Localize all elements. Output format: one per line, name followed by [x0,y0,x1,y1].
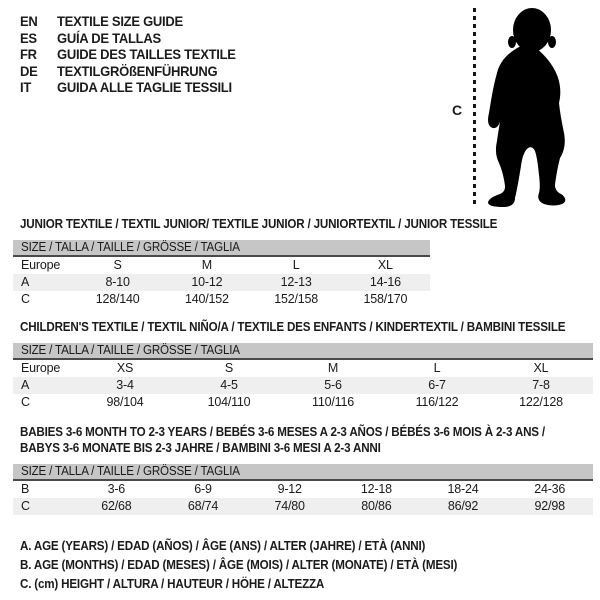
cell: 3-6 [107,482,126,496]
height-marker-label: C [452,102,463,118]
cell: 18-24 [447,482,479,496]
cell: 68/74 [187,499,219,513]
language-header [20,13,249,96]
section-title [20,424,593,456]
cell: XL [377,258,393,272]
cell: 14-16 [369,275,401,289]
cell: 110/116 [312,395,354,409]
cell: 140/152 [184,292,229,306]
row-label: Europe [21,258,61,272]
cell: 122/128 [519,395,563,409]
cell: 128/140 [95,292,140,306]
footnote-text: B. AGE (MONTHS) / EDAD (MESES) / ÂGE (MOIS) / ALTER (MONATE) / ETÀ (MESI) [20,558,458,572]
lang-code: EN [20,13,38,29]
cell: 8-10 [105,275,130,289]
cell: 6-7 [428,378,446,392]
lang-label: GUIDE DES TAILLES TEXTILE [57,46,236,63]
row-label: A [21,275,30,289]
cell: 3-4 [116,378,134,392]
table-row [13,360,593,377]
table-row [13,257,430,274]
cell: 152/158 [274,292,319,306]
cell: 74/80 [274,499,305,513]
toddler-silhouette-icon [486,2,598,212]
cell: XS [116,361,134,375]
lang-code: DE [20,62,38,79]
section-title [20,216,498,232]
row-label: C [21,499,30,513]
section-title-line: BABIES 3-6 MONTH TO 2-3 YEARS / BEBÉS 3-6 MESES A 2-3 AÑOS / BÉBÉS 3-6 MOIS À 2-3 ANS / [20,425,545,439]
footnote-text: A. AGE (YEARS) / EDAD (AÑOS) / ÂGE (ANS) / ALTER (JAHRE) / ETÀ (ANNI) [20,539,426,553]
table-row [13,481,593,498]
cell: 98/104 [106,395,144,409]
cell: L [433,361,441,375]
cell: M [327,361,339,375]
table-row [13,394,593,411]
lang-label: TEXTILE SIZE GUIDE [57,13,183,29]
cell: M [201,258,212,272]
section-title [20,319,593,335]
section-childrens-textile [13,319,593,411]
cell: 12-13 [280,275,312,289]
lang-row-it [20,79,249,96]
section-title-line: JUNIOR TEXTILE / TEXTIL JUNIOR/ TEXTILE JUNIOR / JUNIORTEXTIL / JUNIOR TESSILE [20,217,498,231]
size-header-label: SIZE / TALLA / TAILLE / GRÖSSE / TAGLIA [21,343,240,357]
lang-row-fr [20,46,249,63]
row-label: B [21,482,30,496]
cell: 86/92 [447,499,479,513]
row-label: Europe [21,361,61,375]
lang-code: ES [20,29,37,46]
section-title-line: CHILDREN'S TEXTILE / TEXTIL NIÑO/A / TEXTILE DES ENFANTS / KINDERTEXTIL / BAMBINI TESSILE [20,320,566,334]
lang-code: IT [20,79,32,96]
lang-row-es [20,30,249,47]
table-row [13,274,430,291]
height-figure [440,0,600,215]
cell: 24-36 [534,482,566,496]
cell: 4-5 [220,378,238,392]
size-header-label: SIZE / TALLA / TAILLE / GRÖSSE / TAGLIA [21,240,240,254]
cell: 158/170 [363,292,408,306]
cell: 62/68 [101,499,132,513]
row-label: C [21,292,30,306]
row-label: C [21,395,30,409]
lang-label: TEXTILGRÖßENFÜHRUNG [57,62,218,79]
cell: L [292,258,300,272]
size-header-label: SIZE / TALLA / TAILLE / GRÖSSE / TAGLIA [21,464,240,478]
footnote-text: C. (cm) HEIGHT / ALTURA / HAUTEUR / HÖHE / ALTEZZA [20,577,325,591]
cell: XL [533,361,549,375]
lang-row-en [20,13,249,30]
footnotes [20,537,490,594]
cell: 6-9 [194,482,212,496]
cell: 80/86 [361,499,392,513]
row-label: A [21,378,30,392]
table-row [13,291,430,308]
footnote-c [20,575,490,594]
table-row [13,377,593,394]
lang-label: GUIDA ALLE TAGLIE TESSILI [57,79,232,96]
cell: 7-8 [532,378,550,392]
cell: 5-6 [324,378,342,392]
section-junior-textile [13,216,498,308]
cell: 104/110 [207,395,251,409]
lang-label: GUÍA DE TALLAS [57,29,161,46]
section-babies-textile [13,424,593,515]
lang-code: FR [20,46,37,63]
cell: 116/122 [415,395,459,409]
cell: S [224,361,234,375]
table-row [13,498,593,515]
footnote-a [20,537,490,556]
cell: 92/98 [534,499,565,513]
cell: 12-18 [360,482,392,496]
size-header-bar [13,464,593,481]
lang-row-de [20,63,249,80]
cell: S [113,258,122,272]
section-title-line: BABYS 3-6 MONATE BIS 2-3 JAHRE / BAMBINI 3-6 MESI A 2-3 ANNI [20,441,381,455]
cell: 10-12 [191,275,223,289]
size-header-bar [13,240,430,257]
cell: 9-12 [277,482,302,496]
height-dashed-line [473,8,476,208]
footnote-b [20,556,490,575]
size-header-bar [13,343,593,360]
